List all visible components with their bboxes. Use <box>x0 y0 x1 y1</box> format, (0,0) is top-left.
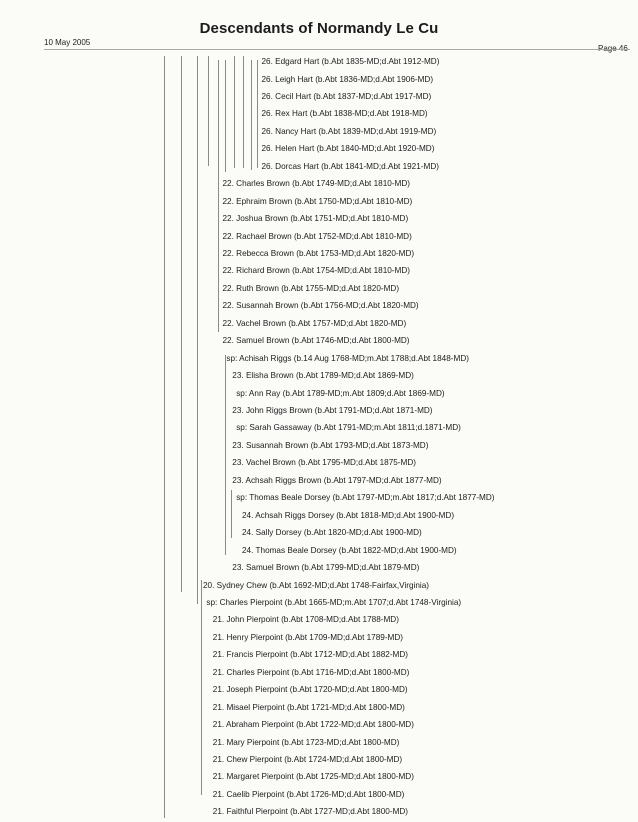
spouse-entry: sp: Thomas Beale Dorsey (b.Abt 1797-MD;m.Abt 1817;d.Abt 1877-MD) <box>236 493 495 503</box>
descendant-entry: 24. Sally Dorsey (b.Abt 1820-MD;d.Abt 1900-MD) <box>242 528 422 538</box>
tree-line <box>251 60 252 170</box>
tree-line <box>164 56 165 818</box>
descendant-entry: 23. Elisha Brown (b.Abt 1789-MD;d.Abt 1869-MD) <box>232 371 414 381</box>
descendant-entry: 22. Vachel Brown (b.Abt 1757-MD;d.Abt 1820-MD) <box>222 318 407 328</box>
descendant-entry: 23. Achsah Riggs Brown (b.Abt 1797-MD;d.Abt 1877-MD) <box>232 475 442 485</box>
descendant-entry: 24. Achsah Riggs Dorsey (b.Abt 1818-MD;d.Abt 1900-MD) <box>242 510 455 520</box>
tree-line <box>201 580 202 795</box>
descendant-entry: 21. Joseph Pierpoint (b.Abt 1720-MD;d.Abt 1800-MD) <box>212 685 408 695</box>
spouse-entry: sp: Achisah Riggs (b.14 Aug 1768-MD;m.Abt 1788;d.Abt 1848-MD) <box>226 353 469 363</box>
descendant-entry: 22. Rachael Brown (b.Abt 1752-MD;d.Abt 1810-MD) <box>222 231 412 241</box>
tree-line <box>197 56 198 604</box>
descendant-entry: 26. Helen Hart (b.Abt 1840-MD;d.Abt 1920-MD) <box>261 144 435 154</box>
spouse-entry: sp: Ann Ray (b.Abt 1789-MD;m.Abt 1809;d.Abt 1869-MD) <box>236 388 445 398</box>
descendant-entry: 20. Sydney Chew (b.Abt 1692-MD;d.Abt 1748-Fairfax,Virginia) <box>203 580 430 590</box>
tree-line <box>218 60 219 332</box>
descendant-entry: 22. Rebecca Brown (b.Abt 1753-MD;d.Abt 1820-MD) <box>222 248 415 258</box>
descendant-entry: 21. Faithful Pierpoint (b.Abt 1727-MD;d.Abt 1800-MD) <box>212 807 409 817</box>
descendant-entry: 21. Misael Pierpoint (b.Abt 1721-MD;d.Abt 1800-MD) <box>212 702 405 712</box>
descendant-entry: 26. Leigh Hart (b.Abt 1836-MD;d.Abt 1906-MD) <box>261 74 434 84</box>
descendant-entry: 21. Francis Pierpoint (b.Abt 1712-MD;d.Abt 1882-MD) <box>212 650 409 660</box>
descendant-entry: 24. Thomas Beale Dorsey (b.Abt 1822-MD;d.Abt 1900-MD) <box>242 545 457 555</box>
spouse-entry: sp: Sarah Gassaway (b.Abt 1791-MD;m.Abt 1811;d.1871-MD) <box>236 423 461 433</box>
descendant-entry: 21. Charles Pierpoint (b.Abt 1716-MD;d.Abt 1800-MD) <box>212 667 410 677</box>
descendant-entry: 26. Cecil Hart (b.Abt 1837-MD;d.Abt 1917-MD) <box>261 91 432 101</box>
descendant-entry: 22. Susannah Brown (b.Abt 1756-MD;d.Abt 1820-MD) <box>222 301 419 311</box>
descendant-entry: 23. John Riggs Brown (b.Abt 1791-MD;d.Abt 1871-MD) <box>232 406 433 415</box>
descendant-entry: 21. Margaret Pierpoint (b.Abt 1725-MD;d.Abt 1800-MD) <box>212 772 414 782</box>
descendant-entry: 22. Joshua Brown (b.Abt 1751-MD;d.Abt 1810-MD) <box>222 214 409 223</box>
header-rule <box>44 49 630 50</box>
descendant-entry: 21. Chew Pierpoint (b.Abt 1724-MD;d.Abt 1800-MD) <box>212 755 403 764</box>
descendant-entry: 22. Ruth Brown (b.Abt 1755-MD;d.Abt 1820-MD) <box>222 283 400 293</box>
descendant-entry: 26. Nancy Hart (b.Abt 1839-MD;d.Abt 1919-MD) <box>261 126 437 136</box>
descendant-entry: 22. Charles Brown (b.Abt 1749-MD;d.Abt 1810-MD) <box>222 179 410 189</box>
tree-line <box>257 60 258 168</box>
page-number: Page 46 <box>598 44 628 53</box>
tree-line <box>208 56 209 166</box>
tree-line <box>225 60 226 172</box>
descendant-entry: 26. Dorcas Hart (b.Abt 1841-MD;d.Abt 1921-MD) <box>261 161 439 171</box>
descendant-entry: 21. Abraham Pierpoint (b.Abt 1722-MD;d.Abt 1800-MD) <box>212 720 414 730</box>
spouse-entry: sp: Charles Pierpoint (b.Abt 1665-MD;m.Abt 1707;d.Abt 1748-Virginia) <box>206 597 462 607</box>
document-title: Descendants of Normandy Le Cu <box>199 20 439 37</box>
descendant-entry: 21. John Pierpoint (b.Abt 1708-MD;d.Abt 1788-MD) <box>212 615 399 625</box>
descendant-entry: 23. Vachel Brown (b.Abt 1795-MD;d.Abt 1875-MD) <box>232 458 416 468</box>
descendant-entry: 26. Rex Hart (b.Abt 1838-MD;d.Abt 1918-MD) <box>261 109 428 119</box>
descendant-entry: 26. Edgard Hart (b.Abt 1835-MD;d.Abt 1912-MD) <box>261 57 440 66</box>
descendant-entry: 22. Samuel Brown (b.Abt 1746-MD;d.Abt 1800-MD) <box>222 336 410 346</box>
descendant-entry: 23. Samuel Brown (b.Abt 1799-MD;d.Abt 1879-MD) <box>232 563 420 572</box>
descendant-entry: 21. Henry Pierpoint (b.Abt 1709-MD;d.Abt 1789-MD) <box>212 632 404 642</box>
tree-line <box>234 56 235 168</box>
descendant-entry: 22. Ephraim Brown (b.Abt 1750-MD;d.Abt 1810-MD) <box>222 196 413 206</box>
descendant-entry: 21. Caelib Pierpoint (b.Abt 1726-MD;d.Abt 1800-MD) <box>212 789 405 799</box>
tree-line <box>243 56 244 168</box>
tree-line <box>231 490 232 538</box>
tree-line <box>225 355 226 555</box>
tree-line <box>181 56 182 592</box>
descendant-entry: 22. Richard Brown (b.Abt 1754-MD;d.Abt 1810-MD) <box>222 266 410 276</box>
descendant-entry: 21. Mary Pierpoint (b.Abt 1723-MD;d.Abt 1800-MD) <box>212 737 400 747</box>
descendant-entry: 23. Susannah Brown (b.Abt 1793-MD;d.Abt 1873-MD) <box>232 440 429 450</box>
report-date: 10 May 2005 <box>44 38 91 47</box>
